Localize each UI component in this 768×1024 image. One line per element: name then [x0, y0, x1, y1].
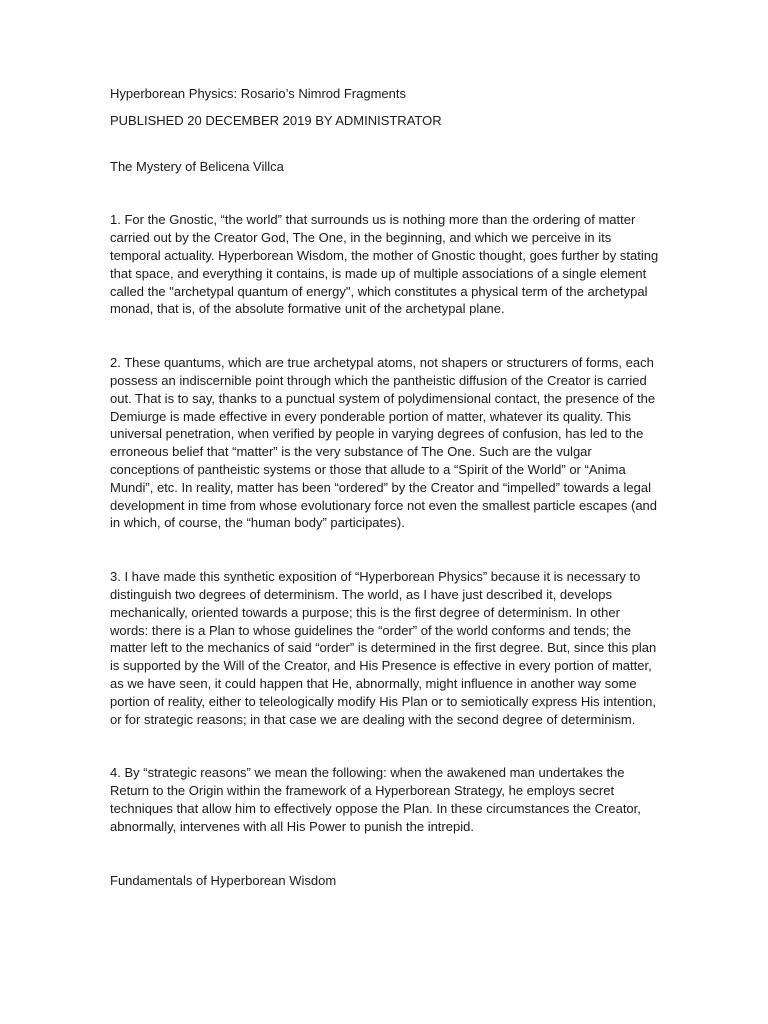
section-heading: The Mystery of Belicena Villca [110, 158, 284, 174]
paragraph-4: 4. By “strategic reasons” we mean the following: when the awakened man undertakes the Return to the Origin within the framework of a Hyperborean Strategy, he employs secret techniques that allow him to effectively oppose the Plan. In these circumstances the Creator, abnormally, intervenes with all His Power to punish the intrepid. [110, 765, 641, 834]
paragraph-3: 3. I have made this synthetic exposition of “Hyperborean Physics” because it is necessary to distinguish two degrees of determinism. The world, as I have just described it, develops mechanically, oriented towards a purpose; this is the first degree of determinism. In other words: there is a Plan to whose guidelines the “order” of the world conforms and tends; the matter left to the mechanics of said “order” is determined in the first degree. But, since this plan is supported by the Will of the Creator, and His Presence is effective in every portion of matter, as we have seen, it could happen that He, abnormally, might influence in another way some portion of reality, either to teleologically modify His Plan or to semiotically express His intention, or for strategic reasons; in that case we are dealing with the second degree of determinism. [110, 569, 657, 727]
footer-heading: Fundamentals of Hyperborean Wisdom [110, 872, 337, 888]
publication-meta: PUBLISHED 20 DECEMBER 2019 BY ADMINISTRATOR [110, 112, 442, 128]
document-page [110, 85, 660, 889]
document-title: Hyperborean Physics: Rosario’s Nimrod Fragments [110, 86, 406, 101]
paragraph-1: 1. For the Gnostic, “the world” that surrounds us is nothing more than the ordering of matter carried out by the Creator God, The One, in the beginning, and which we perceive in its temporal actuality. Hyperborean Wisdom, the mother of Gnostic thought, goes further by stating that space, and everything it contains, is made up of multiple associations of a single element called the "archetypal quantum of energy", which constitutes a physical term of the archetypal monad, that is, of the absolute formative unit of the archetypal plane. [110, 212, 659, 317]
paragraph-2: 2. These quantums, which are true archetypal atoms, not shapers or structurers of forms, each possess an indiscernible point through which the pantheistic diffusion of the Creator is carried out. That is to say, thanks to a punctual system of polydimensional contact, the presence of the Demiurge is made effective in every ponderable portion of matter, whatever its quality. This universal penetration, when verified by people in varying degrees of confusion, has led to the erroneous belief that “matter” is the very substance of The One. Such are the vulgar conceptions of pantheistic systems or those that allude to a “Spirit of the World” or “Anima Mundi”, etc. In reality, matter has been “ordered” by the Creator and “impelled” towards a legal development in time from whose evolutionary force not even the smallest particle escapes (and in which, of course, the “human body” participates). [110, 355, 658, 531]
